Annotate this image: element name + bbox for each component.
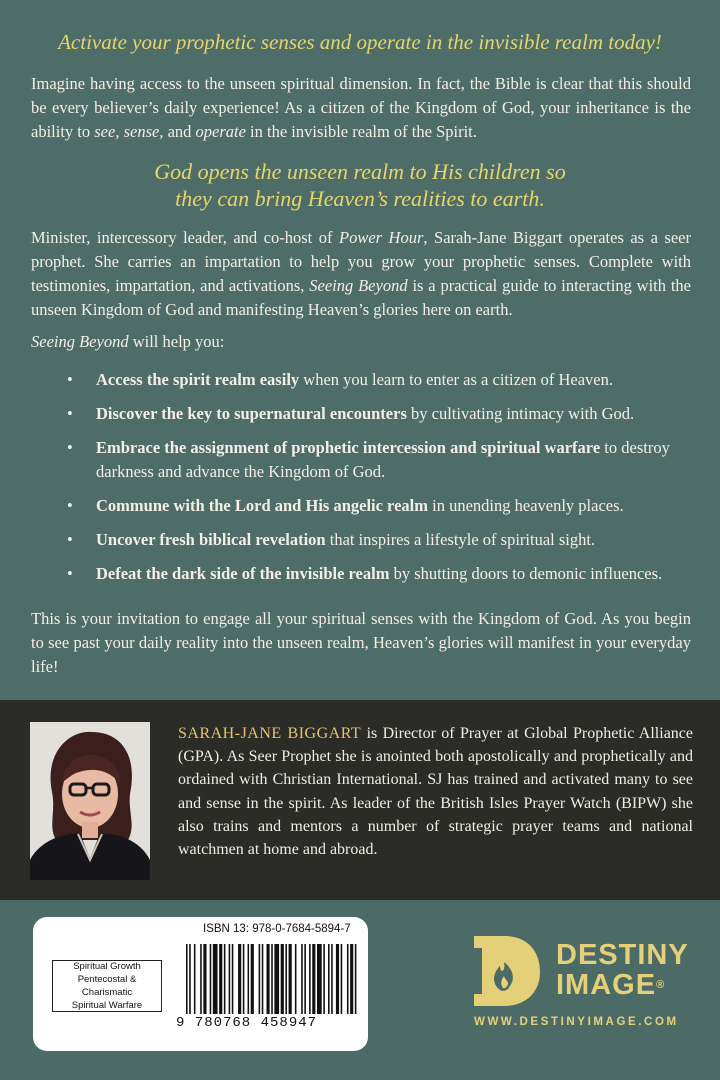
barcode-bar (309, 944, 311, 1014)
isbn-label: ISBN 13: 978-0-7684-5894-7 (203, 923, 351, 935)
author-bio: SARAH-JANE BIGGART is Director of Prayer at Global Prophetic Alliance (GPA). As Seer Prophet she is anointed both apostolically and prophetically and ordained with Christian International. SJ has trained and activated many to see and sense in the spirit. As leader of the British Isles Prayer Watch (BIPW) she also trains and mentors a number of strategic prayer teams and national watchmen at home and abroad. (178, 725, 693, 859)
barcode-bar (301, 944, 303, 1014)
category-box: Spiritual Growth Pentecostal & Charismatic Spiritual Warfare (52, 960, 162, 1012)
barcode-bar (213, 944, 218, 1014)
tagline: Activate your prophetic senses and operate in the invisible realm today! (58, 30, 662, 54)
barcode-bar (186, 944, 188, 1014)
barcode-bar (274, 944, 279, 1014)
barcode-bar (238, 944, 241, 1014)
barcode-bar (289, 944, 292, 1014)
publisher-url[interactable]: WWW.DESTINYIMAGE.COM (474, 1016, 679, 1028)
bullet-icon: • (67, 496, 73, 515)
barcode-bar (285, 944, 287, 1014)
barcode-bar (281, 944, 284, 1014)
barcode-bar (341, 944, 343, 1014)
barcode-bar (331, 944, 333, 1014)
barcode-bar (189, 944, 191, 1014)
bullet-icon: • (67, 404, 73, 423)
intro-paragraph: Imagine having access to the unseen spiritual dimension. In fact, the Bible is clear that this should be every believer’s daily experience! As a citizen of the Kingdom of God, your inheritance is the ability to see, sense, and operate in the invisible realm of the Spirit. (31, 74, 691, 141)
barcode-bar (232, 944, 234, 1014)
list-item: • Defeat the dark side of the invisible realm by shutting doors to demonic influences. (31, 562, 691, 586)
barcode-bar (350, 944, 353, 1014)
about-paragraph: Minister, intercessory leader, and co-host of Power Hour, Sarah-Jane Biggart operates as a seer prophet. She carries an impartation to help you grow your prophetic senses. Complete with testimonies, impartation, and activations, Seeing Beyond is a practical guide to interacting with the unseen Kingdom of God and manifesting Heaven’s glories here on earth. (31, 228, 691, 319)
bullet-icon: • (67, 564, 73, 583)
list-item: • Embrace the assignment of prophetic intercession and spiritual warfare to destroy darkness and advance the Kingdom of God. (67, 438, 670, 481)
barcode-bar (295, 944, 297, 1014)
barcode-bar (200, 944, 202, 1014)
bullet-icon: • (67, 438, 73, 457)
closing-paragraph: This is your invitation to engage all your spiritual senses with the Kingdom of God. As you begin to see past your daily reality into the unseen realm, Heaven’s glories will manifest in your everyday life! (31, 609, 691, 676)
barcode-bar (347, 944, 349, 1014)
list-item: • Access the spirit realm easily when you learn to enter as a citizen of Heaven. (31, 368, 691, 392)
bullet-icon: • (67, 370, 73, 389)
barcode-bar (271, 944, 273, 1014)
list-item: • Discover the key to supernatural encounters by cultivating intimacy with God. (31, 402, 691, 426)
barcode-bar (355, 944, 357, 1014)
barcode-bar (336, 944, 339, 1014)
benefit-list (31, 368, 691, 596)
destiny-image-logo-icon (470, 932, 542, 1008)
barcode-bar (259, 944, 261, 1014)
barcode-bar (243, 944, 245, 1014)
barcode-bar (317, 944, 322, 1014)
barcode-bar (328, 944, 330, 1014)
barcode-bar (248, 944, 250, 1014)
barcode-bar (266, 944, 269, 1014)
barcode-digits: 9 780768 458947 (176, 1015, 318, 1031)
publisher-name: DESTINY IMAGE® (556, 939, 689, 1001)
barcode-bar (262, 944, 264, 1014)
barcode-bar (304, 944, 306, 1014)
help-intro: Seeing Beyond will help you: (31, 332, 225, 351)
barcode-bar (312, 944, 315, 1014)
bullet-icon: • (67, 530, 73, 549)
barcode-bar (219, 944, 222, 1014)
barcode-bar (323, 944, 325, 1014)
barcode-bar (229, 944, 231, 1014)
barcode-bar (203, 944, 206, 1014)
barcode-bar (251, 944, 254, 1014)
barcode-icon (186, 944, 358, 1014)
list-item: • Uncover fresh biblical revelation that inspires a lifestyle of spiritual sight. (31, 528, 691, 552)
author-name: SARAH-JANE BIGGART (178, 725, 362, 742)
barcode-bar (224, 944, 226, 1014)
list-item: • Commune with the Lord and His angelic realm in unending heavenly places. (31, 494, 691, 518)
author-photo (30, 722, 150, 880)
barcode-bar (210, 944, 212, 1014)
barcode-bar (194, 944, 196, 1014)
author-portrait-icon (30, 722, 150, 880)
pull-quote: God opens the unseen realm to His children so they can bring Heaven’s realities to earth. (154, 159, 566, 211)
